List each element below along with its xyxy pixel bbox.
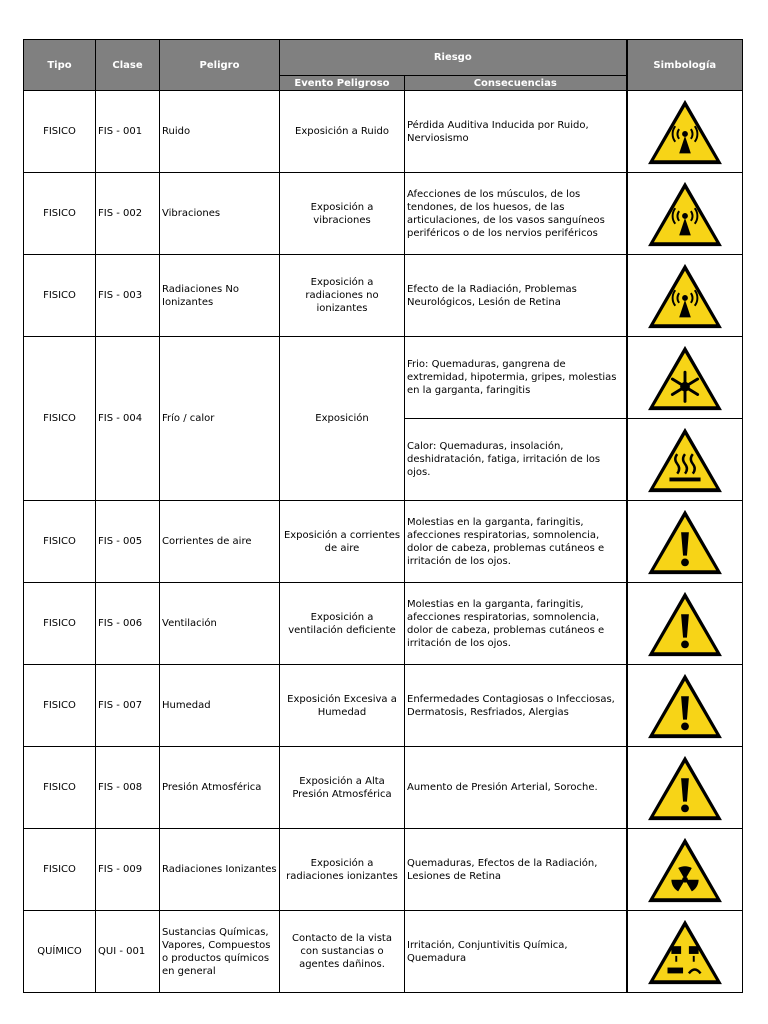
cell-simbologia [627, 747, 743, 829]
cell-peligro: Ruido [160, 91, 280, 173]
cell-simbologia [627, 419, 743, 501]
exclamation-sign-icon [630, 753, 741, 823]
cell-tipo: FISICO [24, 829, 96, 911]
cell-simbologia [627, 337, 743, 419]
cell-consecuencias: Enfermedades Contagiosas o Infecciosas, Dermatosis, Resfriados, Alergias [405, 665, 627, 747]
cell-evento: Exposición a Ruido [280, 91, 405, 173]
table-row [24, 665, 743, 747]
table-row [24, 255, 743, 337]
cell-simbologia [627, 665, 743, 747]
header-clase: Clase [96, 40, 160, 91]
table-row [24, 337, 743, 419]
cell-clase: FIS - 001 [96, 91, 160, 173]
cell-evento: Exposición a vibraciones [280, 173, 405, 255]
header-simbologia: Simbología [627, 40, 743, 91]
cell-clase: FIS - 007 [96, 665, 160, 747]
cell-evento: Exposición a radiaciones ionizantes [280, 829, 405, 911]
cell-peligro: Ventilación [160, 583, 280, 665]
table-row [24, 911, 743, 993]
cell-consecuencias: Irritación, Conjuntivitis Química, Quemadura [405, 911, 627, 993]
table-row [24, 501, 743, 583]
cell-consecuencias: Afecciones de los músculos, de los tendones, de los huesos, de las articulaciones, de los vasos sanguíneos periféricos o de los nervios periféricos [405, 173, 627, 255]
cell-clase: FIS - 004 [96, 337, 160, 501]
cell-simbologia [627, 829, 743, 911]
cell-consecuencias-frio: Frio: Quemaduras, gangrena de extremidad, hipotermia, gripes, molestias en la garganta, faringitis [405, 337, 627, 419]
cell-simbologia [627, 501, 743, 583]
cell-peligro: Frío / calor [160, 337, 280, 501]
cell-tipo: FISICO [24, 665, 96, 747]
cell-consecuencias: Aumento de Presión Arterial, Soroche. [405, 747, 627, 829]
cell-tipo: FISICO [24, 173, 96, 255]
cell-consecuencias: Pérdida Auditiva Inducida por Ruido, Nerviosismo [405, 91, 627, 173]
cell-peligro: Vibraciones [160, 173, 280, 255]
exclamation-sign-icon [630, 589, 741, 659]
cell-peligro: Presión Atmosférica [160, 747, 280, 829]
cell-tipo: FISICO [24, 255, 96, 337]
cell-tipo: FISICO [24, 747, 96, 829]
table-row [24, 173, 743, 255]
cell-simbologia [627, 255, 743, 337]
hot-surface-sign-icon [630, 425, 741, 495]
cell-clase: FIS - 003 [96, 255, 160, 337]
cell-simbologia [627, 911, 743, 993]
cell-tipo: FISICO [24, 501, 96, 583]
radiation-nonionizing-sign-icon [630, 261, 741, 331]
cell-consecuencias: Molestias en la garganta, faringitis, afecciones respiratorias, somnolencia, dolor de cabeza, problemas cutáneos e irritación de los ojos. [405, 501, 627, 583]
cell-peligro: Radiaciones Ionizantes [160, 829, 280, 911]
hazard-table [23, 39, 743, 993]
radioactive-sign-icon [630, 835, 741, 905]
header-evento-peligroso: Evento Peligroso [280, 76, 405, 91]
cell-evento: Exposición a radiaciones no ionizantes [280, 255, 405, 337]
header-riesgo: Riesgo [280, 40, 627, 76]
exclamation-sign-icon [630, 507, 741, 577]
cell-simbologia [627, 583, 743, 665]
radiation-nonionizing-sign-icon [630, 179, 741, 249]
header-consecuencias: Consecuencias [405, 76, 627, 91]
table-row [24, 747, 743, 829]
cell-tipo: QUÍMICO [24, 911, 96, 993]
exclamation-sign-icon [630, 671, 741, 741]
table-row [24, 583, 743, 665]
table-row [24, 91, 743, 173]
cell-peligro: Sustancias Químicas, Vapores, Compuestos o productos químicos en general [160, 911, 280, 993]
cell-clase: QUI - 001 [96, 911, 160, 993]
cell-tipo: FISICO [24, 337, 96, 501]
cell-simbologia [627, 91, 743, 173]
radiation-nonionizing-sign-icon [630, 97, 741, 167]
cell-evento: Exposición [280, 337, 405, 501]
header-peligro: Peligro [160, 40, 280, 91]
cell-consecuencias: Molestias en la garganta, faringitis, afecciones respiratorias, somnolencia, dolor de cabeza, problemas cutáneos e irritación de los ojos. [405, 583, 627, 665]
cell-evento: Exposición a corrientes de aire [280, 501, 405, 583]
cell-peligro: Humedad [160, 665, 280, 747]
cell-simbologia [627, 173, 743, 255]
cell-clase: FIS - 002 [96, 173, 160, 255]
table-row [24, 829, 743, 911]
cell-consecuencias-calor: Calor: Quemaduras, insolación, deshidratación, fatiga, irritación de los ojos. [405, 419, 627, 501]
cell-tipo: FISICO [24, 583, 96, 665]
cell-clase: FIS - 008 [96, 747, 160, 829]
cell-evento: Exposición Excesiva a Humedad [280, 665, 405, 747]
cell-consecuencias: Efecto de la Radiación, Problemas Neurológicos, Lesión de Retina [405, 255, 627, 337]
cell-evento: Exposición a ventilación deficiente [280, 583, 405, 665]
cell-peligro: Radiaciones No Ionizantes [160, 255, 280, 337]
cell-consecuencias: Quemaduras, Efectos de la Radiación, Lesiones de Retina [405, 829, 627, 911]
cell-evento: Contacto de la vista con sustancias o agentes dañinos. [280, 911, 405, 993]
cell-tipo: FISICO [24, 91, 96, 173]
cell-clase: FIS - 006 [96, 583, 160, 665]
cell-clase: FIS - 005 [96, 501, 160, 583]
cell-clase: FIS - 009 [96, 829, 160, 911]
cell-evento: Exposición a Alta Presión Atmosférica [280, 747, 405, 829]
snowflake-sign-icon [630, 343, 741, 413]
header-tipo: Tipo [24, 40, 96, 91]
corrosive-sign-icon [630, 917, 741, 987]
cell-peligro: Corrientes de aire [160, 501, 280, 583]
